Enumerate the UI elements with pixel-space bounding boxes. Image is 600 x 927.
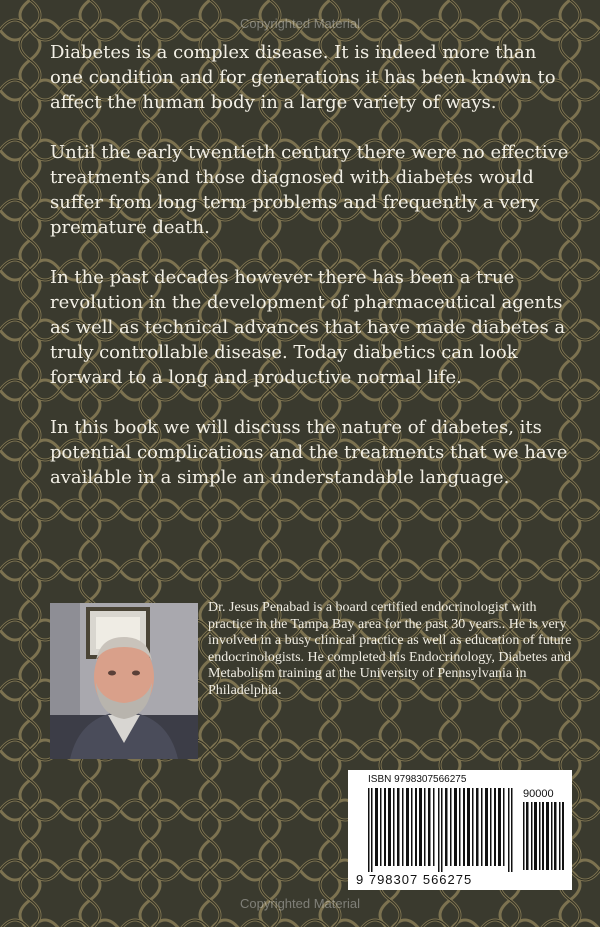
author-bio: Dr. Jesus Penabad is a board certified endocrinologist with practice in the Tampa Bay area for the past 30 years.. He is very involved in a busy clinical practice as well as education of future endocrinologists. He completed his Endocrinology, Diabetes and Metabolism training at the University of Pennsylvania in Philadelphia. (208, 600, 572, 698)
blurb-paragraph-2: Until the early twentieth century there were no effective treatments and those diagnosed with diabetes would suffer from long term problems and frequently a very premature death. (50, 142, 569, 238)
author-portrait-icon (50, 603, 198, 759)
watermark-bottom: Copyrighted Material (240, 896, 360, 911)
isbn-barcode (348, 770, 572, 890)
barcode-digits: 9 798307 566275 (356, 872, 473, 887)
watermark-top: Copyrighted Material (240, 16, 360, 31)
blurb-paragraph-1: Diabetes is a complex disease. It is indeed more than one condition and for generations it has been known to affect the human body in a large variety of ways. (50, 42, 556, 113)
addon-barcode-icon (523, 802, 565, 870)
barcode-bars-icon (368, 788, 514, 872)
price-code: 90000 (523, 788, 554, 800)
blurb-text (50, 40, 570, 515)
blurb-paragraph-3: In the past decades however there has been a true revolution in the development of pharmaceutical agents as well as technical advances that have made diabetes a truly controllable disease. Today diabetics can look forward to a long and productive normal life. (50, 267, 566, 388)
isbn-label: ISBN 9798307566275 (368, 774, 467, 785)
blurb-paragraph-4: In this book we will discuss the nature of diabetes, its potential complications and the treatments that we have available in a simple an understandable language. (50, 417, 568, 488)
author-photo (50, 603, 198, 759)
